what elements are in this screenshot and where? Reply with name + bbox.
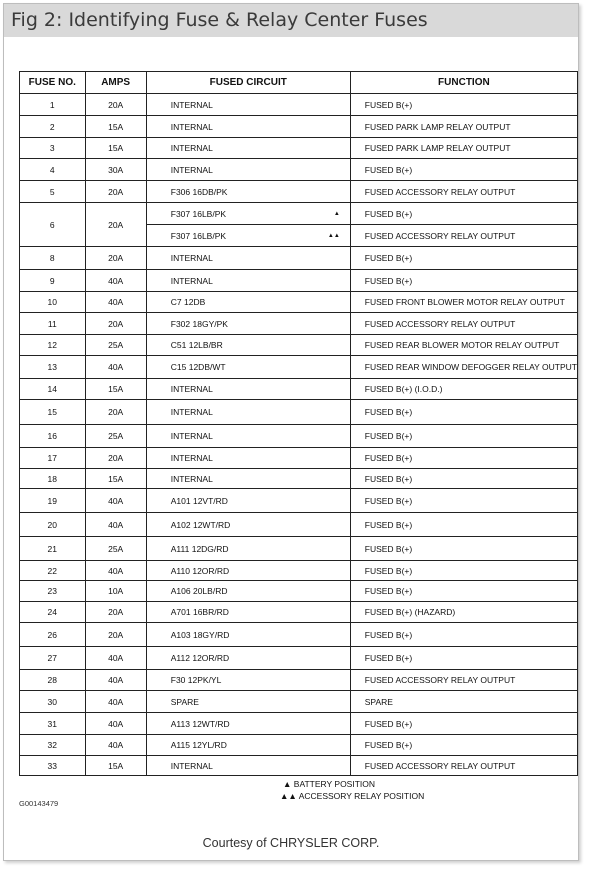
fuse-amps: 40A [85,270,146,292]
table-row [20,756,578,776]
fuse-amps: 40A [85,670,146,691]
table-row [20,379,578,400]
fused-circuit [146,537,350,561]
courtesy-credit: Courtesy of CHRYSLER CORP. [202,836,380,850]
fuse-table [19,71,578,776]
fused-circuit [146,116,350,138]
fuse-number: 33 [20,756,86,776]
fuse-function: FUSED B(+) [350,400,577,425]
fuse-function: FUSED B(+) [350,247,577,270]
fuse-number: 18 [20,469,86,489]
fuse-amps: 20A [85,94,146,116]
fuse-number: 17 [20,448,86,469]
fuse-function: FUSED B(+) [350,537,577,561]
fuse-function: SPARE [350,691,577,713]
fused-circuit [146,713,350,735]
table-row [20,356,578,379]
table-row [20,469,578,489]
fused-circuit-label: INTERNAL [170,143,213,153]
fuse-amps: 25A [85,537,146,561]
table-row [20,513,578,537]
header-function: FUNCTION [350,72,577,94]
fused-circuit [146,181,350,203]
fused-circuit [146,469,350,489]
fused-circuit [146,448,350,469]
table-row [20,159,578,181]
fuse-amps: 30A [85,159,146,181]
fused-circuit [146,513,350,537]
fuse-function: FUSED B(+) [350,203,577,225]
fuse-function: FUSED B(+) [350,713,577,735]
fused-circuit [146,602,350,623]
fused-circuit [146,379,350,400]
fuse-function: FUSED B(+) [350,513,577,537]
fuse-number: 14 [20,379,86,400]
fused-circuit-label: SPARE [170,696,199,707]
table-row [20,561,578,581]
legend-accessory: ▲▲ ACCESSORY RELAY POSITION [280,791,425,801]
fused-circuit [146,489,350,513]
fused-circuit [146,247,350,270]
fuse-amps: 40A [85,691,146,713]
fused-circuit [146,159,350,181]
fuse-amps: 20A [85,623,146,647]
fused-circuit-label: C7 12DB [170,297,206,307]
fused-circuit-label: INTERNAL [170,473,213,484]
fuse-number: 31 [20,713,86,735]
fuse-function: FUSED B(+) [350,623,577,647]
table-row [20,489,578,513]
table-row [20,735,578,756]
fuse-amps: 20A [85,602,146,623]
table-row [20,270,578,292]
fuse-number: 11 [20,313,86,335]
header-amps: AMPS [85,72,146,94]
fused-circuit [146,647,350,670]
fuse-function: FUSED PARK LAMP RELAY OUTPUT [350,116,577,138]
fuse-number: 9 [20,270,86,292]
fused-circuit-label: INTERNAL [170,453,213,463]
fuse-function: FUSED B(+) [350,159,577,181]
fuse-amps: 20A [85,203,146,247]
table-row [20,602,578,623]
figure-caption: Fig 2: Identifying Fuse & Relay Center Fuses [11,9,428,31]
fused-circuit [146,561,350,581]
fuse-number: 12 [20,335,86,356]
fused-circuit [146,581,350,602]
fused-circuit [146,735,350,756]
fused-circuit [146,313,350,335]
fuse-amps: 40A [85,356,146,379]
fused-circuit [146,670,350,691]
fuse-amps: 40A [85,647,146,670]
fuse-number: 19 [20,489,86,513]
fuse-amps: 25A [85,425,146,448]
fuse-amps: 20A [85,313,146,335]
fused-circuit [146,400,350,425]
fused-circuit-label: INTERNAL [170,121,213,132]
fuse-number: 32 [20,735,86,756]
fuse-amps: 20A [85,247,146,270]
fuse-amps: 40A [85,561,146,581]
fuse-amps: 15A [85,756,146,776]
fuse-function: FUSED B(+) [350,647,577,670]
fuse-number: 5 [20,181,86,203]
fused-circuit [146,691,350,713]
fuse-function: FUSED B(+) [350,581,577,602]
fused-circuit [146,292,350,313]
fuse-number: 8 [20,247,86,270]
fuse-amps: 20A [85,400,146,425]
caption-bar [4,4,578,37]
fused-circuit-label: F306 16DB/PK [170,186,228,197]
fused-circuit [146,225,350,247]
fuse-function: FUSED REAR WINDOW DEFOGGER RELAY OUTPUT [350,356,577,379]
header-fused-circuit: FUSED CIRCUIT [146,72,350,94]
table-row [20,203,578,225]
fused-circuit-label: A103 18GY/RD [170,629,230,640]
fuse-number: 20 [20,513,86,537]
fused-circuit-label: A112 12OR/RD [170,653,230,663]
table-row [20,713,578,735]
fused-circuit-label: A111 12DG/RD [170,543,229,554]
fuse-number: 28 [20,670,86,691]
legend-battery: ▲ BATTERY POSITION [283,779,376,789]
fused-circuit-label: A113 12WT/RD [170,718,230,729]
fused-circuit [146,425,350,448]
fuse-function: FUSED ACCESSORY RELAY OUTPUT [350,313,577,335]
fused-circuit-label: INTERNAL [170,407,213,417]
fuse-number: 21 [20,537,86,561]
fuse-number: 6 [20,203,86,247]
fused-circuit [146,756,350,776]
fuse-number: 30 [20,691,86,713]
fuse-function: FUSED PARK LAMP RELAY OUTPUT [350,138,577,159]
fused-circuit-label: C51 12LB/BR [170,340,223,350]
fused-circuit [146,94,350,116]
fuse-function: FUSED B(+) (HAZARD) [350,602,577,623]
fuse-amps: 40A [85,735,146,756]
fuse-amps: 15A [85,469,146,489]
fuse-number: 2 [20,116,86,138]
fused-circuit-label: F307 16LB/PK [170,208,227,219]
fuse-function: FUSED B(+) (I.O.D.) [350,379,577,400]
fused-circuit-label: INTERNAL [170,253,213,263]
fuse-amps: 20A [85,448,146,469]
table-row [20,335,578,356]
fuse-function: FUSED REAR BLOWER MOTOR RELAY OUTPUT [350,335,577,356]
figure-id: G00143479 [19,799,59,808]
fused-circuit-label: F30 12PK/YL [170,675,222,685]
fused-circuit-label: INTERNAL [170,275,213,286]
table-row [20,581,578,602]
fuse-number: 3 [20,138,86,159]
fuse-amps: 40A [85,292,146,313]
fuse-number: 10 [20,292,86,313]
table-row [20,537,578,561]
table-row [20,425,578,448]
fused-circuit [146,138,350,159]
battery-marker: ▲ [333,210,340,217]
fuse-amps: 20A [85,181,146,203]
fuse-number: 16 [20,425,86,448]
fuse-amps: 15A [85,379,146,400]
fuse-function: FUSED B(+) [350,489,577,513]
fused-circuit-label: A110 12OR/RD [170,565,230,576]
fuse-number: 22 [20,561,86,581]
fused-circuit-label: A101 12VT/RD [170,495,228,506]
fuse-amps: 15A [85,116,146,138]
fused-circuit [146,270,350,292]
table-row [20,292,578,313]
table-row [20,647,578,670]
fuse-function: FUSED B(+) [350,735,577,756]
fuse-function: FUSED B(+) [350,561,577,581]
header-fuse-no: FUSE NO. [20,72,86,94]
fuse-function: FUSED B(+) [350,425,577,448]
fuse-function: FUSED FRONT BLOWER MOTOR RELAY OUTPUT [350,292,577,313]
fuse-amps: 15A [85,138,146,159]
fused-circuit-label: F302 18GY/PK [170,318,228,329]
fused-circuit-label: INTERNAL [170,431,213,441]
fused-circuit [146,203,350,225]
fuse-amps: 40A [85,513,146,537]
fused-circuit-label: F307 16LB/PK [170,230,227,241]
table-row [20,400,578,425]
fused-circuit [146,356,350,379]
table-row [20,691,578,713]
fuse-number: 26 [20,623,86,647]
fuse-function: FUSED ACCESSORY RELAY OUTPUT [350,225,577,247]
fused-circuit-label: C15 12DB/WT [170,362,226,372]
fuse-amps: 25A [85,335,146,356]
table-row [20,670,578,691]
fuse-table-body [20,94,578,776]
fuse-function: FUSED B(+) [350,270,577,292]
fused-circuit-label: A115 12YL/RD [170,740,227,750]
fused-circuit [146,623,350,647]
table-row [20,116,578,138]
fused-circuit-label: INTERNAL [170,760,213,771]
table-row [20,181,578,203]
fused-circuit-label: A701 16BR/RD [170,607,229,617]
fuse-number: 4 [20,159,86,181]
fused-circuit-label: INTERNAL [170,99,213,110]
fused-circuit-label: A106 20LB/RD [170,586,228,596]
fuse-function: FUSED ACCESSORY RELAY OUTPUT [350,181,577,203]
table-row [20,94,578,116]
fuse-function: FUSED ACCESSORY RELAY OUTPUT [350,756,577,776]
table-row [20,313,578,335]
fuse-amps: 40A [85,713,146,735]
fused-circuit-label: INTERNAL [170,164,213,175]
header-row [20,72,578,94]
accessory-relay-marker: ▲▲ [327,232,340,239]
fuse-number: 13 [20,356,86,379]
fuse-function: FUSED B(+) [350,94,577,116]
fuse-amps: 40A [85,489,146,513]
fuse-number: 24 [20,602,86,623]
fuse-function: FUSED B(+) [350,469,577,489]
table-row [20,448,578,469]
fuse-number: 15 [20,400,86,425]
fused-circuit-label: INTERNAL [170,384,213,394]
table-row [20,247,578,270]
table-row [20,623,578,647]
fuse-function: FUSED B(+) [350,448,577,469]
fuse-number: 27 [20,647,86,670]
fused-circuit [146,335,350,356]
fuse-amps: 10A [85,581,146,602]
figure-frame [3,3,579,861]
fuse-function: FUSED ACCESSORY RELAY OUTPUT [350,670,577,691]
table-row [20,138,578,159]
fused-circuit-label: A102 12WT/RD [170,519,231,530]
fuse-number: 1 [20,94,86,116]
fuse-number: 23 [20,581,86,602]
